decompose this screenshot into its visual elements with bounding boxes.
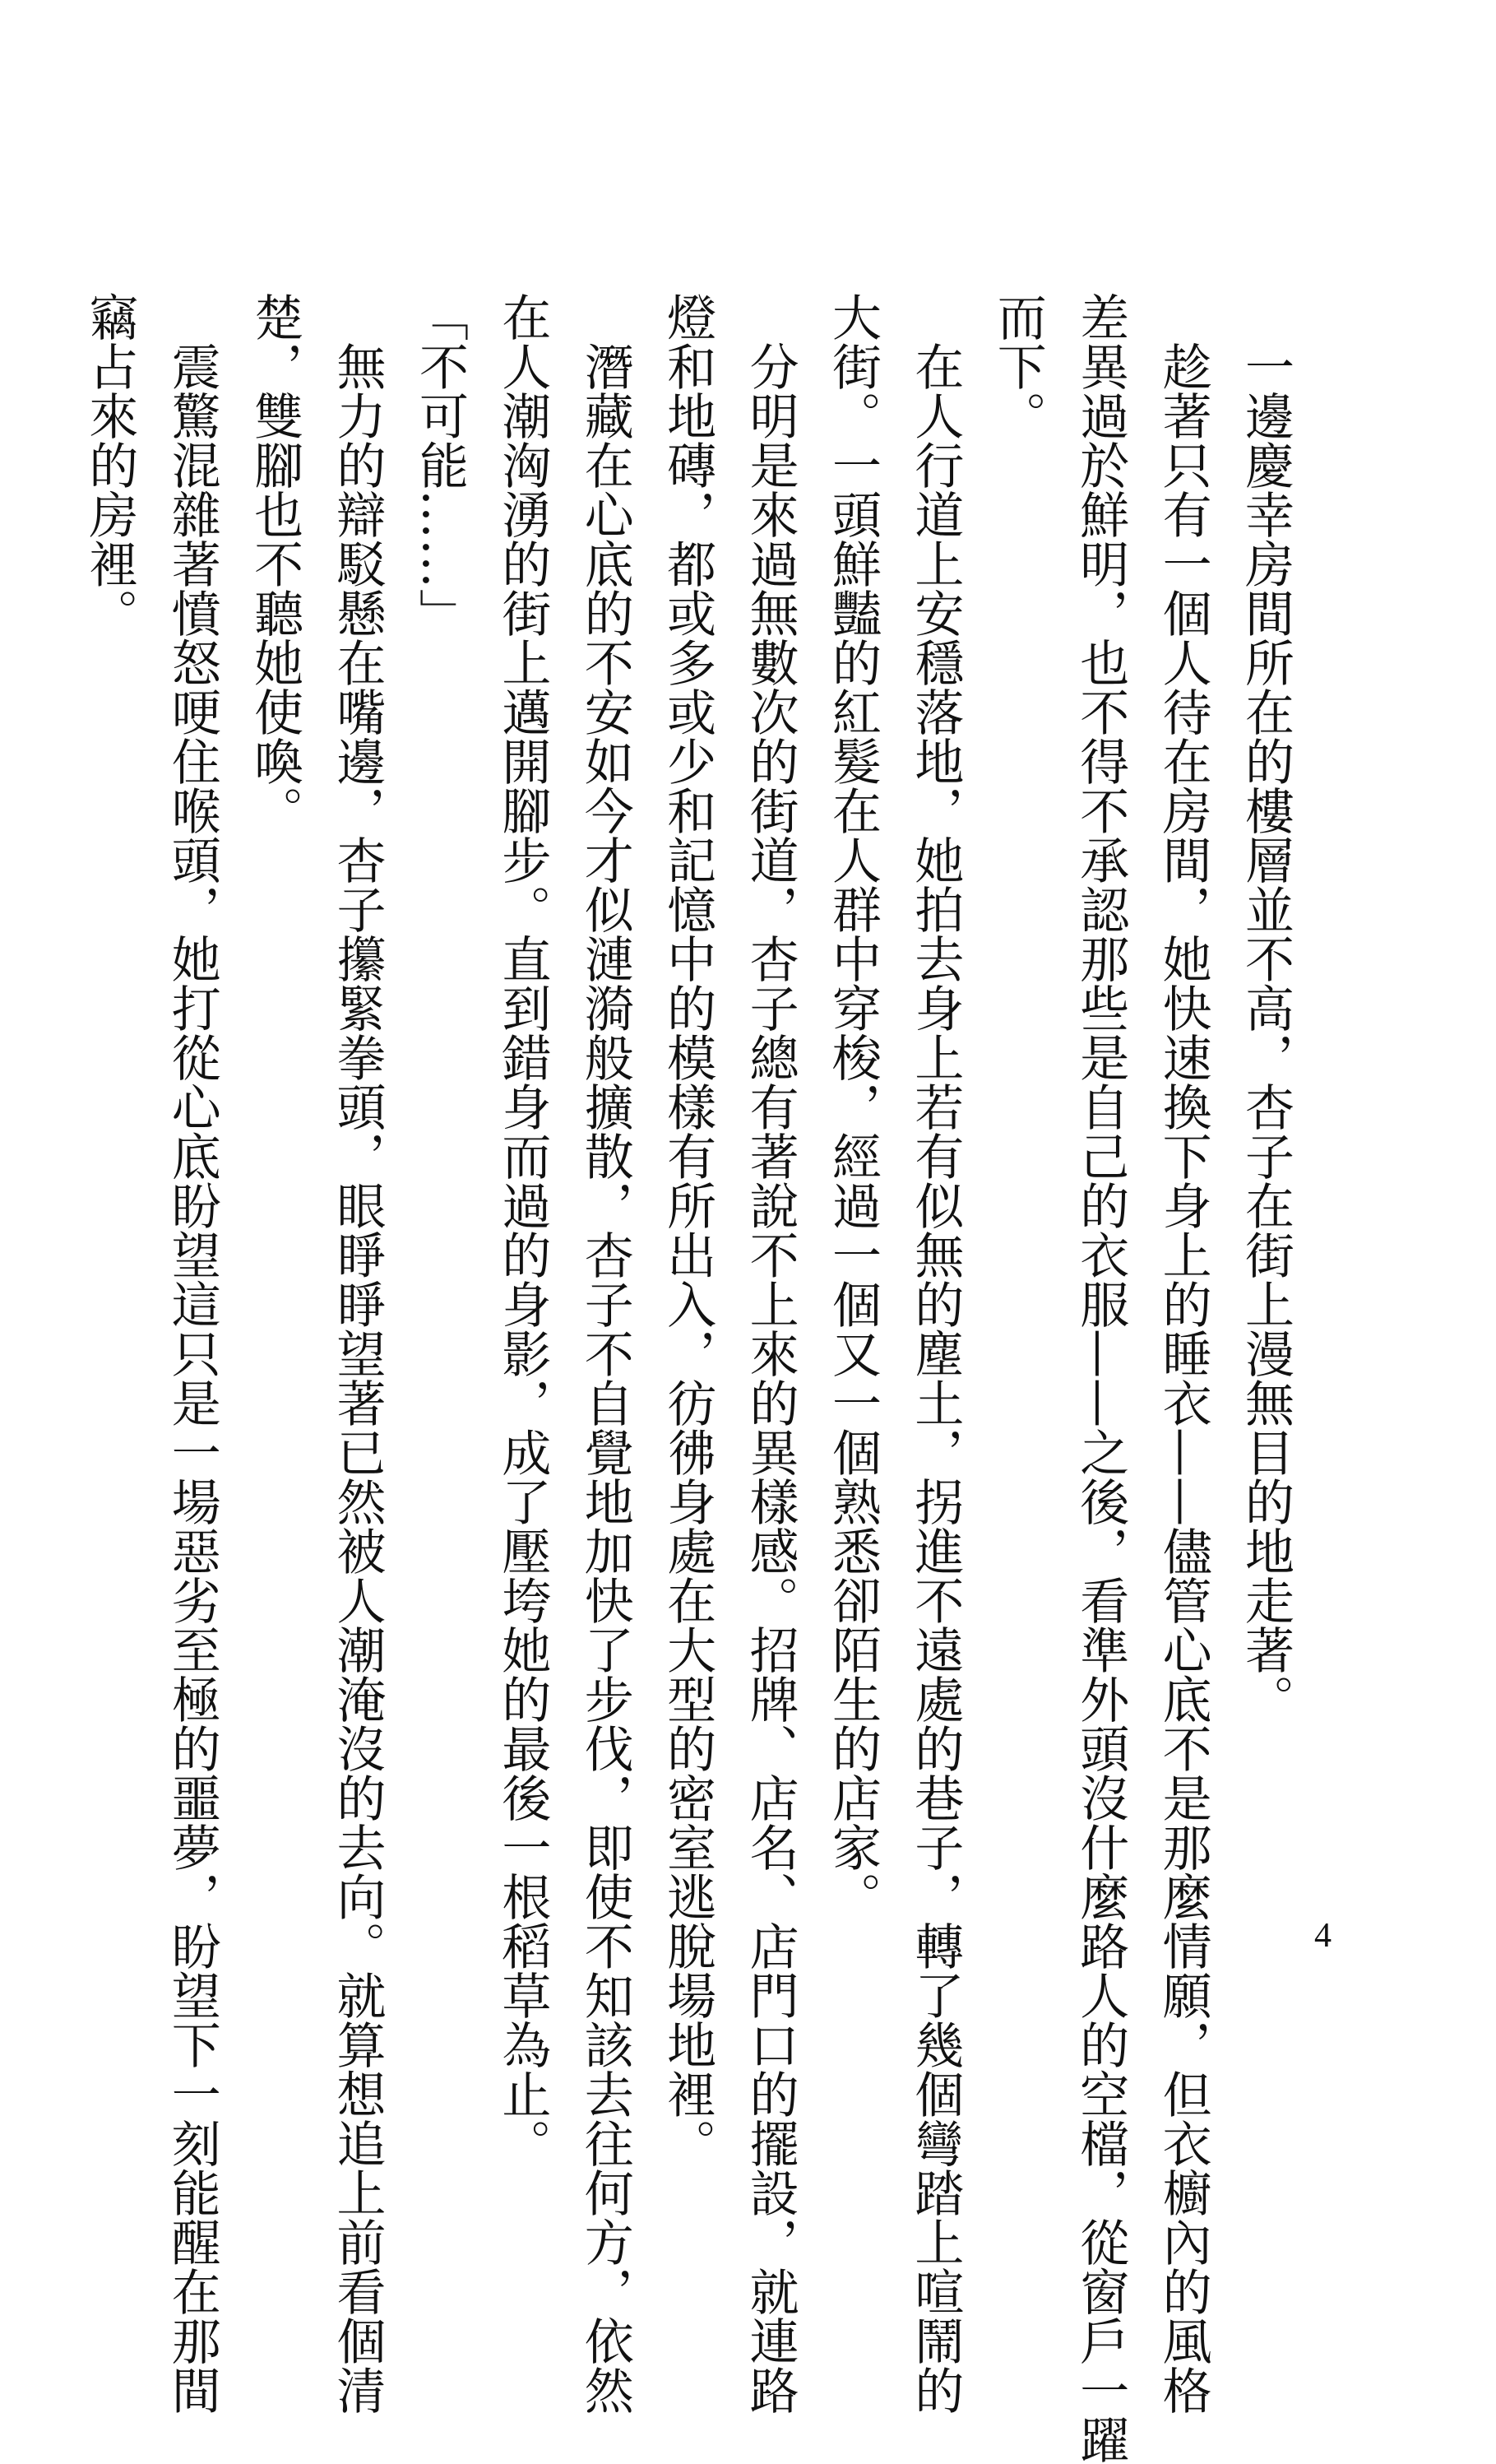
text-column-1: 一邊慶幸房間所在的樓層並不高，杏子在街上漫無目的地走著。: [1237, 292, 1295, 1724]
text-column-13: 楚，雙腳也不聽她使喚。: [246, 292, 304, 835]
text-column-8: 燈和地磚，都或多或少和記憶中的模樣有所出入，彷彿身處在大型的密室逃脫場地裡。: [659, 292, 717, 2168]
text-column-10: 在人潮洶湧的街上邁開腳步。直到錯身而過的身影，成了壓垮她的最後一根稻草為止。: [493, 292, 552, 2168]
text-column-6: 大街。一頭鮮豔的紅髮在人群中穿梭，經過一個又一個熟悉卻陌生的店家。: [823, 292, 882, 1921]
page-number: 4: [1314, 1917, 1332, 1955]
text-column-14: 震驚混雜著憤怒哽住喉頭，她打從心底盼望這只是一場惡劣至極的噩夢，盼望下一刻能醒在那間: [163, 292, 221, 2415]
text-column-4: 而下。: [989, 292, 1047, 440]
body-text: [68, 292, 1307, 2464]
text-column-3: 差異過於鮮明，也不得不承認那些是自己的衣服——之後，看準外頭沒什麼路人的空檔，從窗戶一躍: [1072, 292, 1130, 2464]
text-column-7: 分明是來過無數次的街道，杏子總有著說不上來的異樣感。招牌、店名、店門口的擺設，就連路: [741, 292, 799, 2415]
text-column-5: 在人行道上安穩落地，她拍去身上若有似無的塵土，拐進不遠處的巷子，轉了幾個彎踏上喧鬧的: [906, 292, 965, 2415]
text-column-9: 潛藏在心底的不安如今才似漣漪般擴散，杏子不自覺地加快了步伐，即使不知該去往何方，依然: [576, 292, 634, 2415]
text-column-2: 趁著只有一個人待在房間，她快速換下身上的睡衣——儘管心底不是那麼情願，但衣櫥內的風格: [1154, 292, 1212, 2415]
text-column-12: 無力的辯駁懸在嘴邊，杏子攥緊拳頭，眼睜睜望著已然被人潮淹沒的去向。就算想追上前看個清: [328, 292, 387, 2415]
text-column-15: 竊占來的房裡。: [81, 292, 139, 638]
text-column-11: 「不可能……」: [410, 292, 469, 638]
